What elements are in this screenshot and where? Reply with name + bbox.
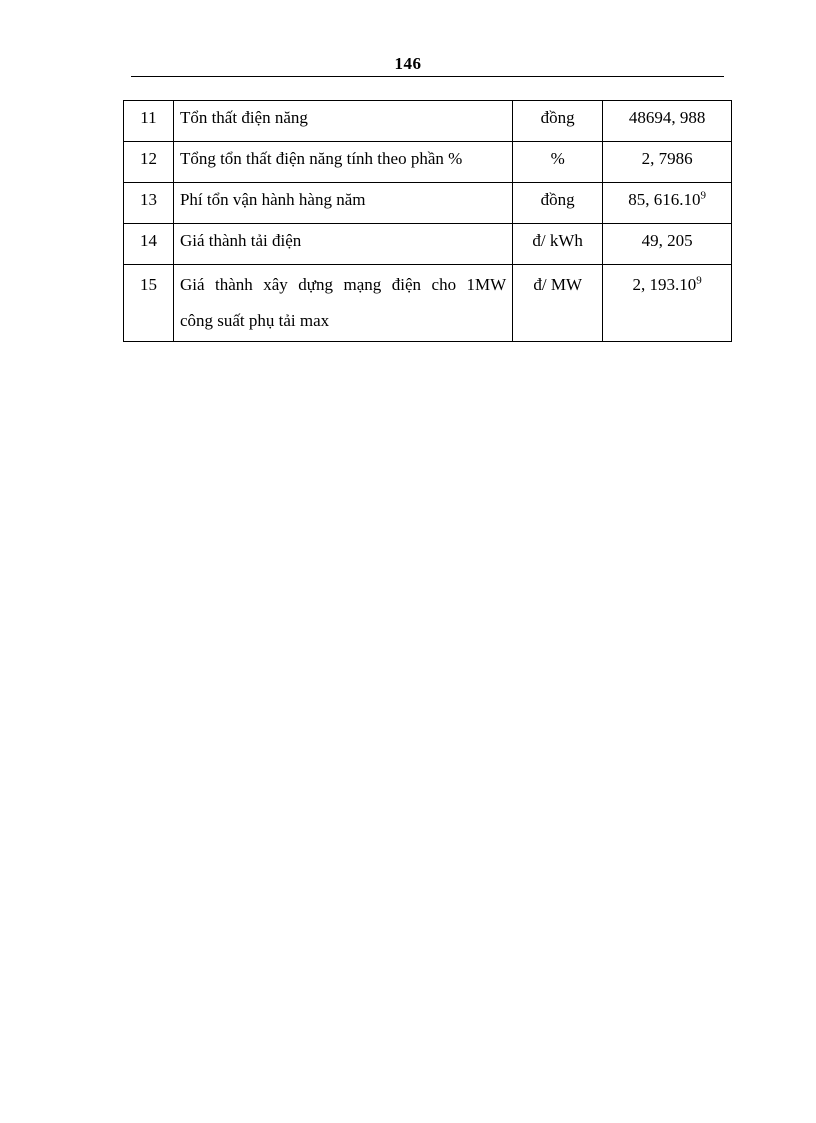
row-description: Tổng tổn thất điện năng tính theo phần % (173, 142, 512, 183)
row-value (603, 142, 732, 183)
page-number: 146 (394, 54, 422, 73)
table-row (124, 183, 732, 224)
row-unit: % (513, 142, 603, 183)
table-row (124, 265, 732, 342)
data-table (123, 100, 732, 342)
row-value-text: 48694, 988 (628, 108, 706, 127)
row-number: 15 (124, 265, 174, 342)
table-row (124, 101, 732, 142)
row-value-exponent: 9 (700, 189, 706, 202)
row-number: 13 (124, 183, 174, 224)
row-description: Giá thành tải điện (173, 224, 512, 265)
table-row (124, 142, 732, 183)
row-value-text: 85, 616.10 (628, 190, 701, 209)
row-unit: đ/ kWh (513, 224, 603, 265)
row-value-text: 2, 7986 (641, 149, 693, 168)
row-number: 12 (124, 142, 174, 183)
row-value-exponent: 9 (696, 274, 702, 287)
row-value-text: 49, 205 (641, 231, 693, 250)
row-number: 11 (124, 101, 174, 142)
table-row (124, 224, 732, 265)
row-description: Phí tổn vận hành hàng năm (173, 183, 512, 224)
row-description (173, 265, 512, 342)
row-value (603, 101, 732, 142)
row-number: 14 (124, 224, 174, 265)
row-unit: đồng (513, 183, 603, 224)
row-description: Tổn thất điện năng (173, 101, 512, 142)
row-value (603, 224, 732, 265)
row-value-text: 2, 193.10 (632, 275, 697, 294)
row-value (603, 265, 732, 342)
row-description-line-2: công suất phụ tải max (179, 311, 330, 330)
row-unit: đ/ MW (513, 265, 603, 342)
row-value (603, 183, 732, 224)
row-description-line-1: Giá thành xây dựng mạng điện cho 1MW (179, 275, 507, 294)
header-rule (131, 76, 724, 77)
row-unit: đồng (513, 101, 603, 142)
